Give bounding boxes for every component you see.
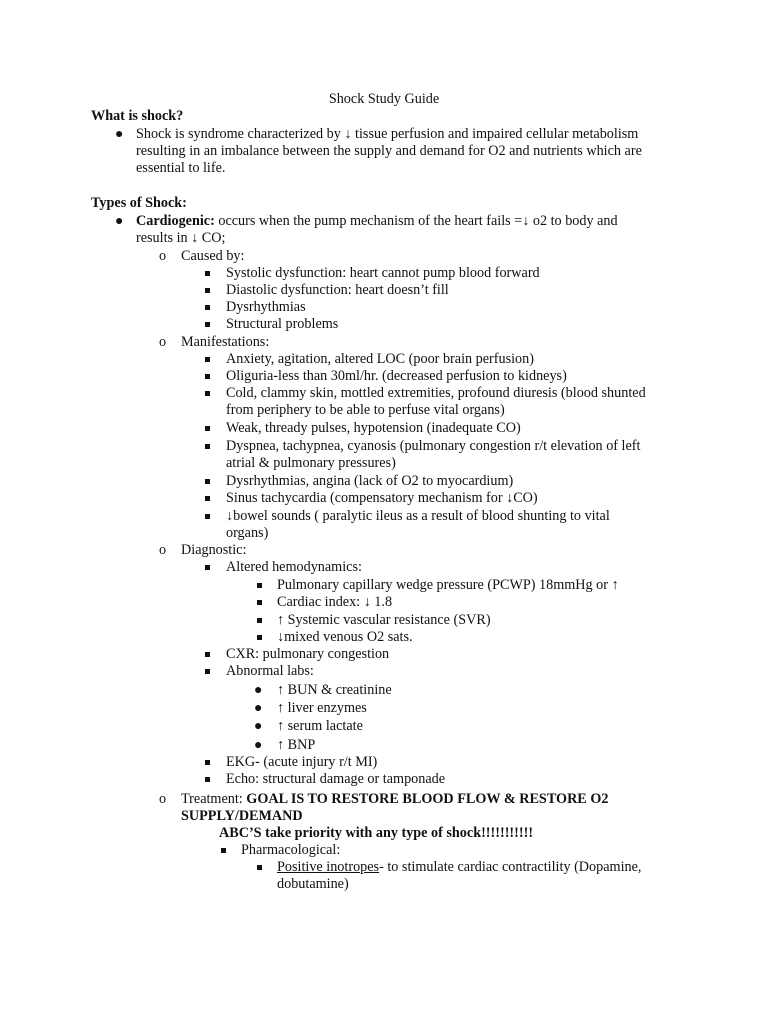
square-bullet-icon (205, 322, 210, 327)
hemodynamics-item: ↑ Systemic vascular resistance (SVR) (277, 612, 491, 628)
inotropes-label: Positive inotropes (277, 859, 380, 875)
square-bullet-icon (205, 444, 210, 449)
cardiogenic-text-cont: results in ↓ CO; (136, 230, 226, 246)
hemodynamics-label: Altered hemodynamics: (226, 559, 362, 575)
diagnostic-label: Diagnostic: (181, 542, 247, 558)
cardiogenic-line (136, 213, 618, 230)
square-bullet-icon (205, 426, 210, 431)
manifestation-item: Cold, clammy skin, mottled extremities, profound diuresis (blood shunted (226, 385, 646, 401)
what-is-shock-heading: What is shock? (91, 108, 184, 124)
caused-by-label: Caused by: (181, 248, 245, 264)
manifestation-item: Dyspnea, tachypnea, cyanosis (pulmonary congestion r/t elevation of left (226, 438, 641, 454)
square-bullet-icon (205, 288, 210, 293)
square-bullet-icon (205, 305, 210, 310)
treatment-goal-cont: SUPPLY/DEMAND (181, 808, 303, 824)
hemodynamics-item: Cardiac index: ↓ 1.8 (277, 594, 393, 610)
square-bullet-icon (257, 600, 262, 605)
square-bullet-icon (205, 565, 210, 570)
square-bullet-icon (205, 479, 210, 484)
manifestation-item-cont: organs) (226, 525, 269, 541)
definition-line: essential to life. (136, 160, 226, 176)
lab-item: ↑ BNP (277, 737, 316, 753)
manifestation-item-cont: atrial & pulmonary pressures) (226, 455, 396, 471)
square-bullet-icon (257, 618, 262, 623)
square-bullet-icon (205, 357, 210, 362)
hemodynamics-item: ↓mixed venous O2 sats. (277, 629, 413, 645)
abnormal-labs-label: Abnormal labs: (226, 663, 314, 679)
manifestation-item: Weak, thready pulses, hypotension (inadequate CO) (226, 420, 521, 436)
manifestation-item: Anxiety, agitation, altered LOC (poor brain perfusion) (226, 351, 534, 367)
bullet-icon: ● (115, 127, 124, 142)
circle-bullet-icon: o (159, 542, 167, 558)
echo-item: Echo: structural damage or tamponade (226, 771, 446, 787)
square-bullet-icon (205, 271, 210, 276)
square-bullet-icon (221, 848, 226, 853)
square-bullet-icon (205, 374, 210, 379)
bullet-icon: ● (115, 214, 124, 229)
bullet-icon: ● (254, 719, 263, 734)
lab-item: ↑ serum lactate (277, 718, 363, 734)
cardiogenic-label: Cardiogenic: (136, 213, 215, 229)
abc-priority-note: ABC’S take priority with any type of shock!!!!!!!!!!! (219, 825, 534, 841)
inotropes-text: - to stimulate cardiac contractility (Dopamine, (379, 859, 642, 875)
definition-line: resulting in an imbalance between the supply and demand for O2 and nutrients which are (136, 143, 642, 159)
lab-item: ↑ BUN & creatinine (277, 682, 392, 698)
caused-by-item: Diastolic dysfunction: heart doesn’t fill (226, 282, 449, 298)
square-bullet-icon (205, 669, 210, 674)
manifestation-item-cont: from periphery to be able to perfuse vital organs) (226, 402, 505, 418)
manifestation-item: ↓bowel sounds ( paralytic ileus as a result of blood shunting to vital (226, 508, 610, 524)
square-bullet-icon (205, 391, 210, 396)
ekg-item: EKG- (acute injury r/t MI) (226, 754, 378, 770)
manifestation-item: Dysrhythmias, angina (lack of O2 to myocardium) (226, 473, 514, 489)
hemodynamics-item: Pulmonary capillary wedge pressure (PCWP) 18mmHg or ↑ (277, 577, 619, 593)
square-bullet-icon (257, 583, 262, 588)
manifestation-item: Sinus tachycardia (compensatory mechanism for ↓CO) (226, 490, 538, 506)
treatment-line (181, 791, 608, 808)
bullet-icon: ● (254, 738, 263, 753)
square-bullet-icon (205, 514, 210, 519)
page-title: Shock Study Guide (328, 91, 440, 107)
caused-by-item: Systolic dysfunction: heart cannot pump blood forward (226, 265, 540, 281)
manifestations-label: Manifestations: (181, 334, 270, 350)
treatment-goal: GOAL IS TO RESTORE BLOOD FLOW & RESTORE O2 (246, 791, 609, 807)
square-bullet-icon (257, 865, 262, 870)
caused-by-item: Dysrhythmias (226, 299, 306, 315)
lab-item: ↑ liver enzymes (277, 700, 367, 716)
inotropes-line (277, 859, 641, 876)
square-bullet-icon (205, 496, 210, 501)
definition-line: Shock is syndrome characterized by ↓ tissue perfusion and impaired cellular metabolism (136, 126, 639, 142)
square-bullet-icon (205, 760, 210, 765)
manifestation-item: Oliguria-less than 30ml/hr. (decreased perfusion to kidneys) (226, 368, 567, 384)
caused-by-item: Structural problems (226, 316, 339, 332)
circle-bullet-icon: o (159, 791, 167, 807)
square-bullet-icon (205, 777, 210, 782)
circle-bullet-icon: o (159, 248, 167, 264)
inotropes-text-cont: dobutamine) (277, 876, 349, 892)
square-bullet-icon (205, 652, 210, 657)
treatment-label: Treatment: (181, 791, 243, 807)
cxr-item: CXR: pulmonary congestion (226, 646, 390, 662)
circle-bullet-icon: o (159, 334, 167, 350)
types-of-shock-heading: Types of Shock: (91, 195, 187, 211)
pharmacological-label: Pharmacological: (241, 842, 341, 858)
bullet-icon: ● (254, 683, 263, 698)
square-bullet-icon (257, 635, 262, 640)
cardiogenic-text: occurs when the pump mechanism of the heart fails =↓ o2 to body and (218, 213, 618, 229)
bullet-icon: ● (254, 701, 263, 716)
